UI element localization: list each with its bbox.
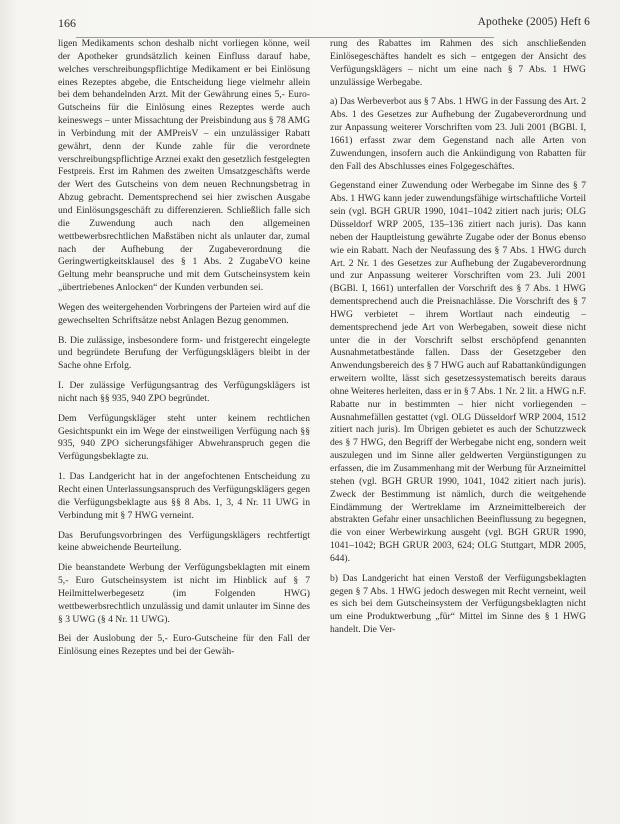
paragraph: ligen Medikaments schon deshalb nicht vorliegen könne, weil der Apotheker grundsätzlich keinen Einfluss darauf habe, welches verschreibungspflichtige Medikament er bei Einlösung eines Rezeptes abgebe, die Entscheidung liege vielmehr allein bei dem behandelnden Arzt. Mit der Gewährung eines 5,- Euro-Gutscheins für die Einlösung eines Rezeptes werde auch keineswegs – unter Missachtung der Preisbindung aus § 78 AMG in Verbindung mit der AMPreisV – ein unzulässiger Rabatt gewährt, denn der Kunde zahle für die verordnete verschreibungspflichtige Arznei exakt den gesetzlich festgelegten Festpreis. Erst im Rahmen des zweiten Umsatzgeschäfts werde der Wert des Gutscheins von dem neuen Rechnungsbetrag in Abzug gebracht. Dementsprechend sei hier zwischen Ausgabe und Einlösungsgeschäft zu differenzieren. Schließlich falle sich die Zuwendung auch nach den allgemeinen wettbewerbsrechtlichen Maßstäben nicht als unlauter dar, zumal nach der Aufhebung der Zugabeverordnung die Geringwertigkeitsklausel des § 1 Abs. 2 ZugabeVO keine Geltung mehr beanspruche und mit dem Gutscheinsystem kein „übertriebenes Anlocken“ der Kunden verbunden sei. xyxy=(58,38,310,294)
journal-reference: Apotheke (2005) Heft 6 xyxy=(477,16,590,28)
paragraph: Die beanstandete Werbung der Verfügungsbeklagten mit einem 5,- Euro Gutscheinsystem ist nicht im Hinblick auf § 7 Heilmittelwerbegesetz (im Folgenden HWG) wettbewerbsrechtlich unzulässig und damit unlauter im Sinne des § 3 UWG (§ 4 Nr. 11 UWG). xyxy=(58,562,310,625)
page-header xyxy=(58,16,590,36)
paragraph: a) Das Werbeverbot aus § 7 Abs. 1 HWG in der Fassung des Art. 2 Abs. 1 des Gesetzes zur Aufhebung der Zugabeverordnung und zur Anpassung weiterer Vorschriften vom 23. Juli 2001 (BGBl. I, 1661) erfasst zwar dem Gegenstand nach alle Arten von Zuwendungen, insofern auch die Ankündigung von Rabatten für den Fall des Abschlusses eines Folgegeschäftes. xyxy=(330,96,586,172)
right-column xyxy=(330,38,586,644)
paragraph: Das Berufungsvorbringen des Verfügungsklägers rechtfertigt keine abweichende Beurteilung. xyxy=(58,529,310,554)
paragraph: B. Die zulässige, insbesondere form- und fristgerecht eingelegte und begründete Berufung der Verfügungsklägers bleibt in der Sache ohne Erfolg. xyxy=(58,334,310,372)
paragraph: Wegen des weitergehenden Vorbringens der Parteien wird auf die gewechselten Schriftsätze nebst Anlagen Bezug genommen. xyxy=(58,301,310,326)
paragraph: rung des Rabattes im Rahmen des sich anschließenden Einlösegeschäftes handelt es sich – entgegen der Ansicht des Verfügungsklägers – nicht um eine nach § 7 Abs. 1 HWG unzulässige Werbegabe. xyxy=(330,38,586,88)
paragraph: 1. Das Landgericht hat in der angefochtenen Entscheidung zu Recht einen Unterlassungsanspruch des Verfügungsklägers gegen die Verfügungsbeklagte aus §§ 8 Abs. 1, 3, 4 Nr. 11 UWG in Verbindung mit § 7 HWG verneint. xyxy=(58,471,310,521)
left-column xyxy=(58,38,310,666)
paragraph: Gegenstand einer Zuwendung oder Werbegabe im Sinne des § 7 Abs. 1 HWG kann jeder zuwendungsfähige wirtschaftliche Vorteil sein (vgl. BGH GRUR 1990, 1041–1042 zitiert nach juris; OLG Düsseldorf WRP 2005, 135–136 zitiert nach juris). Das kann neben der Hauptleistung gewährte Zugabe oder der Bonus ebenso wie ein Rabatt. Nach der Neufassung des § 7 Abs. 1 HWG durch Art. 2 Nr. 1 des Gesetzes zur Aufhebung der Zugabeverordnung und zur Anpassung weiterer Vorschriften vom 23. Juli 2001 (BGBl. I, 1661) unterfallen der Vorschrift des § 7 Abs. 1 HWG dementsprechend auch die Preisnachlässe. Die Vorschrift des § 7 HWG verbietet – ihrem Wortlaut nach eindeutig – dementsprechend jede Art von Werbegaben, soweit diese nicht unter die in der Vorschrift selbst erschöpfend genannten Ausnahmetatbestände fallen. Dass der Gesetzgeber den Anwendungsbereich des § 7 HWG auch auf Rabattankündigungen erweitern wollte, lässt sich gesetzessystematisch bereits daraus ohne Weiteres herleiten, dass er in § 7 Abs. 1 Nr. 2 lit. a HWG n.F. Rabatte nur in bestimmten – hier nicht vorliegenden – Ausnahmefällen gestattet (vgl. OLG Düsseldorf WRP 2004, 1512 zitiert nach juris). Im Übrigen gebietet es auch der Schutzzweck des § 7 HWG, den Begriff der Werbegabe nicht eng, sondern weit auszulegen und im Sinne aller geldwerten Vergünstigungen zu erfassen, die im Zusammenhang mit der Werbung für Arzneimittel stehen (vgl. BGH GRUR 1990, 1041, 1042 zitiert nach juris). Zweck der Bestimmung ist nämlich, durch die weitgehende Eindämmung der Wertreklame im Arzneimittelbereich der abstrakten Gefahr einer unsachlichen Beeinflussung zu begegnen, die von einer Werbewirkung ausgeht (vgl. BGH GRUR 1990, 1041–1042; BGH GRUR 2003, 624; OLG Stuttgart, MDR 2005, 644). xyxy=(330,180,586,564)
paragraph: Dem Verfügungskläger steht unter keinem rechtlichen Gesichtspunkt ein im Wege der einstweiligen Verfügung nach §§ 935, 940 ZPO sicherungsfähiger Abwehranspruch gegen die Verfügungsbeklagte zu. xyxy=(58,412,310,463)
paragraph: b) Das Landgericht hat einen Verstoß der Verfügungsbeklagten gegen § 7 Abs. 1 HWG jedoch deswegen mit Recht verneint, weil es sich bei dem Gutscheinsystem der Verfügungsbeklagten nicht um eine Produktwerbung „für“ Mittel im Sinne des § 1 HWG handelt. Die Ver- xyxy=(330,572,586,636)
paragraph: I. Der zulässige Verfügungsantrag des Verfügungsklägers ist nicht nach §§ 935, 940 ZPO begründet. xyxy=(58,380,310,404)
page-number: 166 xyxy=(58,16,76,30)
paragraph: Bei der Auslobung der 5,- Euro-Gutscheine für den Fall der Einlösung eines Rezeptes und bei der Gewäh- xyxy=(58,633,310,658)
